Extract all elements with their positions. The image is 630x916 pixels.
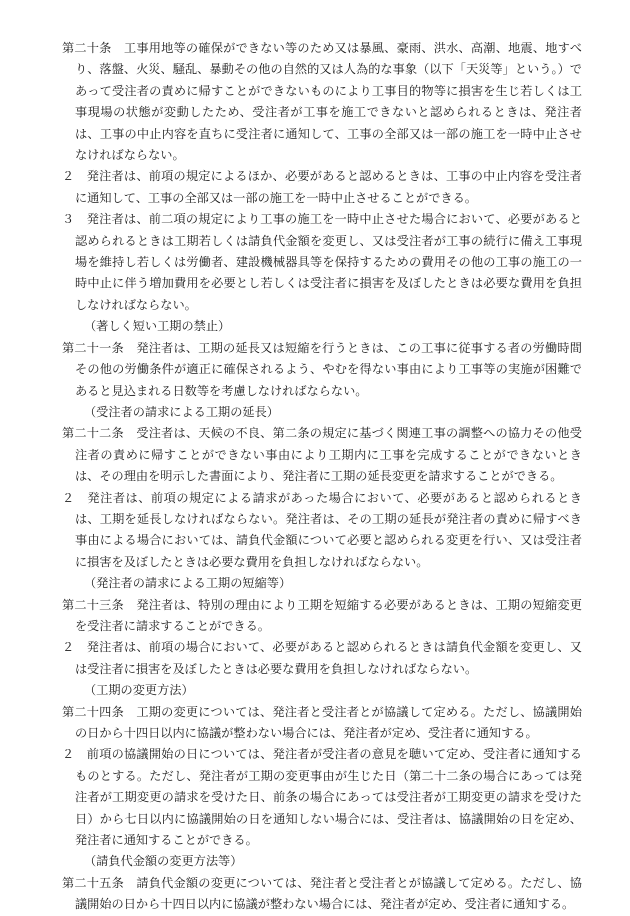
article-20-clause-2: ２ 発注者は、前項の規定によるほか、必要があると認めるときは、工事の中止内容を受注者に通知して、工事の全部又は一部の施工を一時中止させることができる。 [62,169,582,205]
article-23: 第二十三条 発注者は、特別の理由により工期を短縮する必要があるときは、工期の短縮変更を受注者に請求することができる。 [62,597,582,633]
article-20: 第二十条 工事用地等の確保ができない等のため又は暴風、豪雨、洪水、高潮、地震、地すべり、落盤、火災、騒乱、暴動その他の自然的又は人為的な事象（以下「天災等」という。）であって受注者の責めに帰すことができないものにより工事目的物等に損害を生じ若しくは工事現場の状態が変動したため、受注者が工事を施工できないと認められるときは、発注者は、工事の中止内容を直ちに受注者に通知して、工事の全部又は一部の施工を一時中止させなければならない。 [62,41,582,163]
article-23-clause-2: ２ 発注者は、前項の場合において、必要があると認められるときは請負代金額を変更し、又は受注者に損害を及ぼしたときは必要な費用を負担しなければならない。 [62,640,582,676]
article-21: 第二十一条 発注者は、工期の延長又は短縮を行うときは、この工事に従事する者の労働時間その他の労働条件が適正に確保されるよう、やむを得ない事由により工事等の実施が困難であると見込まれる日数等を考慮しなければならない。 [62,340,582,398]
article-23-heading: （発注者の請求による工期の短縮等） [84,576,292,591]
article-22-heading: （受注者の請求による工期の延長） [84,404,279,419]
article-22-clause-2: ２ 発注者は、前項の規定による請求があった場合において、必要があると認められるときは、工期を延長しなければならない。発注者は、その工期の延長が発注者の責めに帰すべき事由による場合においては、請負代金額について必要と認められる変更を行い、又は受注者に損害を及ぼしたときは必要な費用を負担しなければならない。 [62,490,582,569]
article-25-heading: （請負代金額の変更方法等） [84,854,243,869]
article-20-clause-3: ３ 発注者は、前二項の規定により工事の施工を一時中止させた場合において、必要があると認められるときは工期若しくは請負代金額を変更し、又は受注者が工事の続行に備え工事現場を維持し若しくは労働者、建設機械器具等を保持するための費用その他の工事の施工の一時中止に伴う増加費用を必要とし若しくは受注者に損害を及ぼしたときは必要な費用を負担しなければならない。 [62,212,582,312]
article-24-heading: （工期の変更方法） [84,683,194,698]
article-25: 第二十五条 請負代金額の変更については、発注者と受注者とが協議して定める。ただし、協議開始の日から十四日以内に協議が整わない場合には、発注者が定め、受注者に通知する。 [62,875,582,912]
article-24-clause-2: ２ 前項の協議開始の日については、発注者が受注者の意見を聴いて定め、受注者に通知するものとする。ただし、発注者が工期の変更事由が生じた日（第二十二条の場合にあっては発注者が工期変更の請求を受けた日、前条の場合にあっては受注者が工期変更の請求を受けた日）から七日以内に協議開始の日を通知しない場合には、受注者は、協議開始の日を定め、発注者に通知することができる。 [62,747,582,848]
article-21-heading: （著しく短い工期の禁止） [84,319,231,334]
article-22: 第二十二条 受注者は、天候の不良、第二条の規定に基づく関連工事の調整への協力その他受注者の責めに帰すことができない事由により工期内に工事を完成することができないときは、その理由を明示した書面により、発注者に工期の延長変更を請求することができる。 [62,426,582,484]
article-24: 第二十四条 工期の変更については、発注者と受注者とが協議して定める。ただし、協議開始の日から十四日以内に協議が整わない場合には、発注者が定め、受注者に通知する。 [62,704,582,740]
